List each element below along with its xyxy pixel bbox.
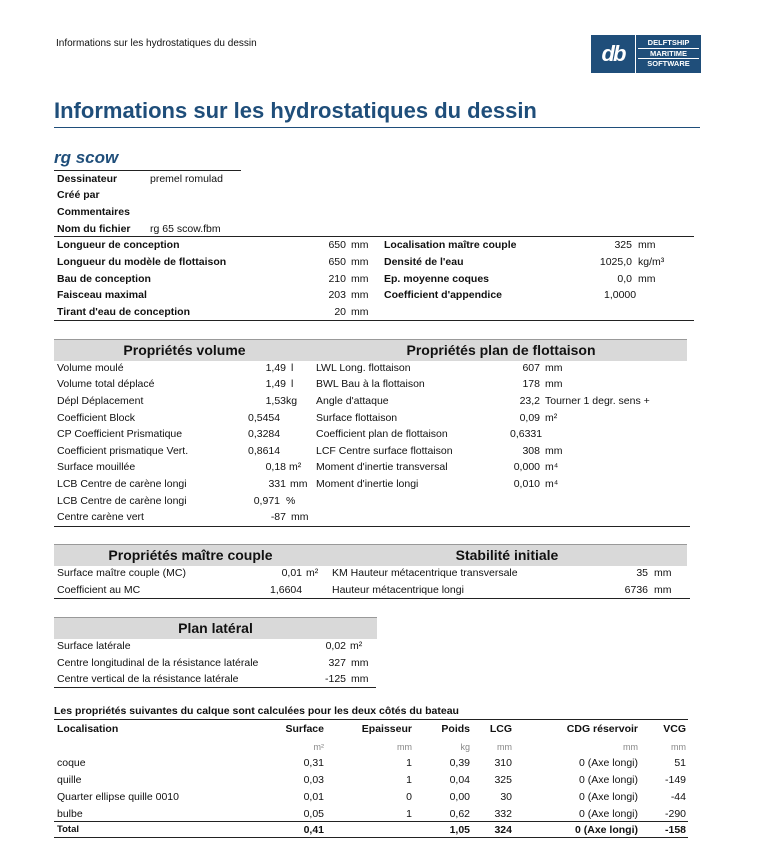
field-value: rg 65 scow.fbm — [150, 223, 221, 235]
waterplane-unit: m² — [545, 412, 558, 424]
col-header: Surface — [285, 723, 324, 735]
divider — [54, 598, 690, 599]
design-label: Bau de conception — [57, 273, 151, 285]
midship-value: 1,6604 — [270, 584, 303, 596]
logo-mark: db — [591, 35, 635, 73]
section-title-lateral: Plan latéral — [54, 617, 377, 639]
lateral-unit: mm — [351, 673, 369, 685]
field-value: premel romulad — [150, 173, 223, 185]
waterplane-unit: m⁴ — [545, 461, 559, 473]
table-cell: 0,04 — [449, 774, 470, 786]
waterplane-label: Angle d'attaque — [316, 395, 389, 407]
table-cell: 310 — [494, 757, 512, 769]
volume-unit: l — [291, 362, 294, 374]
lateral-unit: m² — [350, 640, 363, 652]
stability-label: Hauteur métacentrique longi — [332, 584, 464, 596]
volume-label: CP Coefficient Prismatique — [57, 428, 183, 440]
field-label: Nom du fichier — [57, 223, 131, 235]
field-label: Dessinateur — [57, 173, 118, 185]
table-cell: 0 (Axe longi) — [579, 808, 638, 820]
col-unit: mm — [623, 742, 638, 752]
design-value: 203 — [328, 289, 346, 301]
design-value: 1025,0 — [599, 256, 632, 268]
waterplane-label: Coefficient plan de flottaison — [316, 428, 448, 440]
table-cell: coque — [57, 757, 86, 769]
volume-label: Surface mouillée — [57, 461, 136, 473]
volume-value: 331 — [268, 478, 286, 490]
waterplane-label: Surface flottaison — [316, 412, 398, 424]
waterplane-value: 0,000 — [513, 461, 540, 473]
design-unit: mm — [351, 239, 369, 251]
total-cell: -158 — [664, 824, 686, 836]
waterplane-unit: Tourner 1 degr. sens + — [545, 395, 650, 407]
table-cell: 0,39 — [449, 757, 470, 769]
midship-label: Coefficient au MC — [57, 584, 141, 596]
volume-label: Volume total déplacé — [57, 378, 155, 390]
waterplane-unit: mm — [545, 445, 563, 457]
total-cell: 0 (Axe longi) — [574, 824, 638, 836]
design-unit: kg/m³ — [638, 256, 665, 268]
divider — [54, 320, 694, 321]
waterplane-unit: mm — [545, 378, 563, 390]
table-cell: 0 (Axe longi) — [579, 791, 638, 803]
stability-unit: mm — [654, 567, 672, 579]
col-header: LCG — [489, 723, 512, 735]
design-unit: mm — [638, 273, 656, 285]
volume-value: 1,53 — [265, 395, 286, 407]
section-title-stability: Stabilité initiale — [327, 544, 687, 566]
volume-value: 0,3284 — [248, 428, 281, 440]
design-label: Longueur de conception — [57, 239, 180, 251]
volume-label: LCB Centre de carène longi — [57, 478, 187, 490]
stability-unit: mm — [654, 584, 672, 596]
volume-unit: mm — [290, 478, 308, 490]
volume-unit: kg — [286, 395, 298, 407]
design-unit: mm — [638, 239, 656, 251]
design-value: 325 — [614, 239, 632, 251]
table-cell: 332 — [494, 808, 512, 820]
waterplane-value: 308 — [522, 445, 540, 457]
table-cell: 1 — [406, 774, 412, 786]
volume-unit: l — [291, 378, 294, 390]
table-cell: -44 — [670, 791, 686, 803]
col-header: CDG réservoir — [566, 723, 638, 735]
waterplane-value: 23,2 — [519, 395, 540, 407]
table-cell: -290 — [664, 808, 686, 820]
waterplane-label: LCF Centre surface flottaison — [316, 445, 453, 457]
volume-value: 1,49 — [265, 378, 286, 390]
volume-label: Coefficient prismatique Vert. — [57, 445, 189, 457]
lateral-label: Surface latérale — [57, 640, 131, 652]
waterplane-value: 607 — [522, 362, 540, 374]
header-title: Informations sur les hydrostatiques du dessin — [56, 38, 257, 49]
design-value: 650 — [328, 256, 346, 268]
table-cell: -149 — [664, 774, 686, 786]
design-label: Longueur du modèle de flottaison — [57, 256, 227, 268]
stability-value: 35 — [636, 567, 648, 579]
lateral-value: 327 — [328, 657, 346, 669]
col-header: VCG — [663, 723, 686, 735]
divider — [54, 526, 690, 527]
section-title-waterplane: Propriétés plan de flottaison — [315, 339, 687, 361]
divider — [54, 821, 688, 822]
design-label: Tirant d'eau de conception — [57, 306, 190, 318]
design-label: Coefficient d'appendice — [384, 289, 503, 301]
design-value: 0,0 — [617, 273, 632, 285]
design-value: 20 — [334, 306, 346, 318]
table-cell: 51 — [674, 757, 686, 769]
table-cell: 0,03 — [303, 774, 324, 786]
design-value: 650 — [328, 239, 346, 251]
section-title-volume: Propriétés volume — [54, 339, 315, 361]
table-cell: 0 — [406, 791, 412, 803]
volume-label: LCB Centre de carène longi — [57, 495, 187, 507]
table-cell: 0 (Axe longi) — [579, 757, 638, 769]
volume-unit: m² — [289, 461, 302, 473]
volume-value: 0,971 — [253, 495, 280, 507]
layers-title: Les propriétés suivantes du calque sont calculées pour les deux côtés du bateau — [54, 705, 459, 717]
section-title-midship: Propriétés maître couple — [54, 544, 327, 566]
volume-label: Centre carène vert — [57, 511, 144, 523]
table-cell: 0,00 — [449, 791, 470, 803]
table-cell: 30 — [500, 791, 512, 803]
lateral-unit: mm — [351, 657, 369, 669]
delftship-logo — [591, 35, 701, 73]
col-unit: mm — [671, 742, 686, 752]
divider — [54, 236, 694, 237]
volume-value: -87 — [270, 511, 286, 523]
waterplane-value: 178 — [522, 378, 540, 390]
waterplane-label: Moment d'inertie transversal — [316, 461, 448, 473]
volume-label: Coefficient Block — [57, 412, 136, 424]
design-unit: mm — [351, 256, 369, 268]
field-label: Créé par — [57, 189, 100, 201]
col-unit: mm — [497, 742, 512, 752]
midship-label: Surface maître couple (MC) — [57, 567, 186, 579]
waterplane-value: 0,09 — [519, 412, 540, 424]
col-header: Epaisseur — [361, 723, 412, 735]
waterplane-unit: mm — [545, 362, 563, 374]
waterplane-value: 0,6331 — [510, 428, 543, 440]
field-label: Commentaires — [57, 206, 130, 218]
waterplane-unit: m⁴ — [545, 478, 559, 490]
col-unit: m² — [313, 742, 324, 752]
waterplane-label: Moment d'inertie longi — [316, 478, 419, 490]
design-label: Localisation maître couple — [384, 239, 517, 251]
design-unit: mm — [351, 289, 369, 301]
divider — [54, 170, 241, 171]
divider — [54, 837, 688, 838]
design-label: Faisceau maximal — [57, 289, 147, 301]
design-unit: mm — [351, 273, 369, 285]
volume-value: 0,5454 — [248, 412, 281, 424]
total-cell: 324 — [494, 824, 512, 836]
table-cell: quille — [57, 774, 82, 786]
volume-unit: % — [286, 495, 296, 507]
table-cell: bulbe — [57, 808, 83, 820]
total-cell: 1,05 — [449, 824, 470, 836]
lateral-label: Centre longitudinal de la résistance latérale — [57, 657, 259, 669]
waterplane-value: 0,010 — [513, 478, 540, 490]
lateral-value: -125 — [324, 673, 346, 685]
stability-label: KM Hauteur métacentrique transversale — [332, 567, 518, 579]
table-cell: 0,31 — [303, 757, 324, 769]
logo-text: DELFTSHIP MARITIME SOFTWARE — [635, 35, 701, 73]
volume-label: Dépl Déplacement — [57, 395, 144, 407]
lateral-value: 0,02 — [325, 640, 346, 652]
midship-value: 0,01 — [281, 567, 302, 579]
col-unit: mm — [397, 742, 412, 752]
design-label: Ep. moyenne coques — [384, 273, 490, 285]
stability-value: 6736 — [624, 584, 648, 596]
col-header: Poids — [441, 723, 470, 735]
col-header: Localisation — [57, 723, 119, 735]
design-label: Densité de l'eau — [384, 256, 464, 268]
table-cell: Quarter ellipse quille 0010 — [57, 791, 179, 803]
waterplane-label: BWL Bau à la flottaison — [316, 378, 425, 390]
design-value: 1,0000 — [604, 289, 637, 301]
design-value: 210 — [328, 273, 346, 285]
page-title: Informations sur les hydrostatiques du dessin — [54, 98, 537, 123]
volume-value: 0,18 — [265, 461, 286, 473]
project-name: rg scow — [54, 148, 119, 167]
divider — [54, 719, 688, 720]
table-cell: 1 — [406, 757, 412, 769]
volume-value: 0,8614 — [248, 445, 281, 457]
volume-unit: mm — [291, 511, 309, 523]
title-divider — [54, 127, 700, 128]
volume-value: 1,49 — [265, 362, 286, 374]
divider — [54, 687, 376, 688]
table-cell: 0,62 — [449, 808, 470, 820]
design-unit: mm — [351, 306, 369, 318]
total-label: Total — [57, 824, 79, 835]
volume-label: Volume moulé — [57, 362, 124, 374]
midship-unit: m² — [306, 567, 319, 579]
total-cell: 0,41 — [303, 824, 324, 836]
table-cell: 0,05 — [303, 808, 324, 820]
lateral-label: Centre vertical de la résistance latérale — [57, 673, 239, 685]
waterplane-label: LWL Long. flottaison — [316, 362, 411, 374]
table-cell: 0,01 — [303, 791, 324, 803]
table-cell: 325 — [494, 774, 512, 786]
col-unit: kg — [460, 742, 470, 752]
table-cell: 1 — [406, 808, 412, 820]
table-cell: 0 (Axe longi) — [579, 774, 638, 786]
